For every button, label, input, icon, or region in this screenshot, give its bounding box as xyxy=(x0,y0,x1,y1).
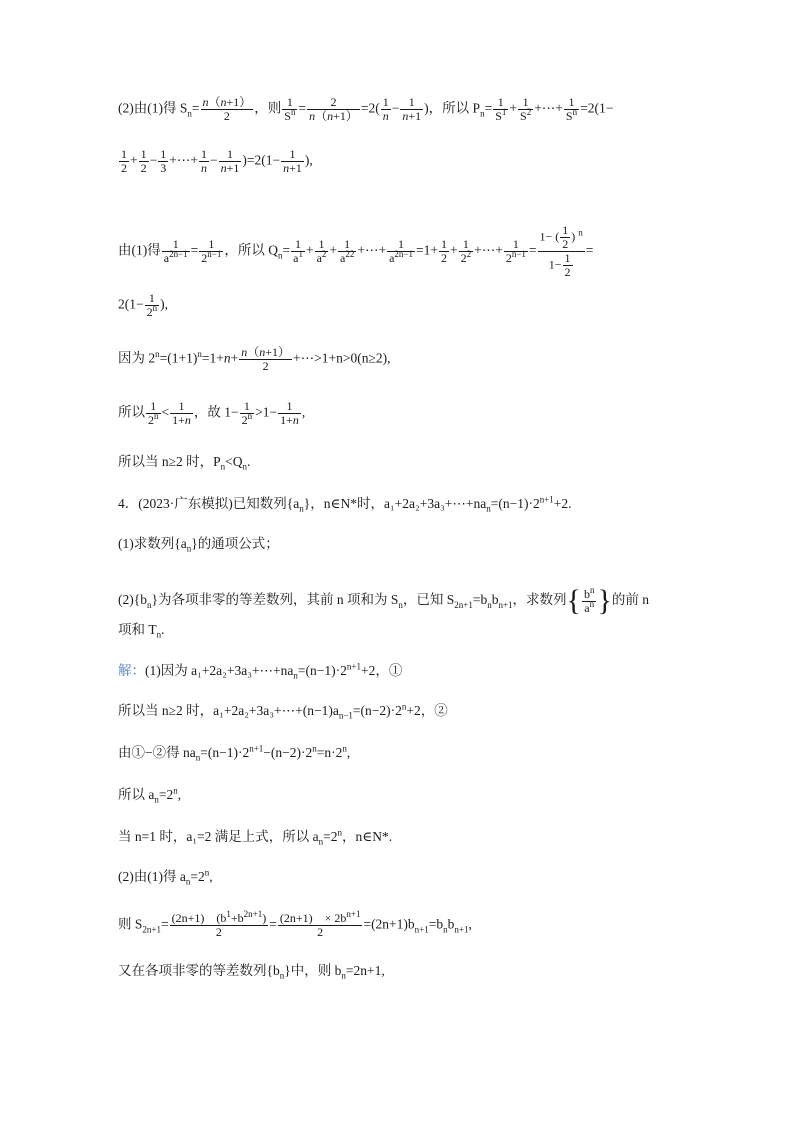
question-2-line-2: 项和 $T_n$. xyxy=(118,622,165,640)
part2-line-1: (2)由(1)得 $S_n=$ $\frac{n(n+1)}{2}$ ，则 $\frac{1}{S^n}$ = $\frac{2}{n(n+1)}$ =2( $\frac{1}{n}$ − $\frac{1}{n+1}$ )，所以 $P_n=$ $\frac{1}{S^1}$ + $\frac{1}{S^2}$ +⋯+ $\frac{1}{S^n}$ =2(1− xyxy=(118,95,614,123)
problem-4-statement: 4．(2023·广东模拟)已知数列$\{a_n\}$，n∈N*时，$a_1+2a_2+3a_3+\cdots+na_n=(n-1)\cdot 2^{n+1}+2$. xyxy=(118,494,572,514)
solution-line-4: 所以 $a_n=2^n$, xyxy=(118,785,182,805)
inequality-line: 所以 $\frac{1}{2^n}$ < $\frac{1}{1+n}$ ，故 1− $\frac{1}{2^n}$ >1− $\frac{1}{1+n}$ , xyxy=(118,399,306,427)
solution-line-8: 又在各项非零的等差数列$\{b_n\}$中，则 $b_n=2n+1$, xyxy=(118,963,385,981)
conclusion-line: 所以当 n≥2 时，$P_n<Q_n$. xyxy=(118,454,251,472)
solution-line-6: (2)由(1)得 $a_n=2^n$, xyxy=(118,867,213,887)
question-1: (1)求数列$\{a_n\}$的通项公式； xyxy=(118,536,279,554)
solution-label: 解： xyxy=(118,663,145,678)
solution-line-7: 则 $S_{2n+1}=$ $\frac{(2n+1) (b^1+b^{2n+1})}{2}$ = $\frac{(2n+1) \times 2b^{n+1}}{2}$ $=(2n+1)b_{n+1}=b_nb_{n+1}$, xyxy=(118,909,472,939)
solution-line-2: 所以当 n≥2 时，$a_1+2a_2+3a_3+\cdots+(n-1)a_{n-1}=(n-2)\cdot 2^n+2$，② xyxy=(118,701,448,721)
solution-line-3: 由①−②得 $na_n=(n-1)\cdot 2^{n+1}-(n-2)\cdot 2^n=n\cdot 2^n$, xyxy=(118,743,351,763)
binomial-line: 因为 $2^n=(1+1)^n=1+n+$ $\frac{n(n+1)}{2}$ +⋯>1+n>0(n≥2), xyxy=(118,345,391,373)
solution-line-1: 解：(1)因为 $a_1+2a_2+3a_3+\cdots+na_n=(n-1)\cdot 2^{n+1}+2$，① xyxy=(118,661,403,681)
question-2-line-1: $(2)\{b_n\}$为各项非零的等差数列，其前 n 项和为 $S_n$，已知 $S_{2n+1}=b_nb_{n+1}$，求数列{ $\frac{b^n}{a^n}$ }的前 n xyxy=(118,584,649,617)
part2-line-2: $\frac{1}{2}$ + $\frac{1}{2}$ − $\frac{1}{3}$ +⋯+ $\frac{1}{n}$ − $\frac{1}{n+1}$ )=2(1− $\frac{1}{n+1}$ ), xyxy=(121,147,313,175)
q-result-line: 2(1− $\frac{1}{2^n}$ ), xyxy=(118,291,168,319)
solution-line-5: 当 n=1 时，a₁=2 满足上式，所以 $a_n=2^n$，n∈N*. xyxy=(118,827,393,847)
q-sum-line: 由(1)得 $\frac{1}{a^{2n-1}}$ = $\frac{1}{2^{n-1}}$ ，所以 $Q_n=$ $\frac{1}{a^1}$ + $\frac{1}{a^2}$ + $\frac{1}{a^{22}}$ +⋯+ $\frac{1}{a^{2n-1}}$ =1+ $\frac{1}{2}$ + $\frac{1}{2^2}$ +⋯+ $\frac{1}{2^{n-1}}$ = 1− ( $\frac{1}{2}$ ) $^n$ 1− $\frac{1}{2}$ = xyxy=(118,223,594,279)
